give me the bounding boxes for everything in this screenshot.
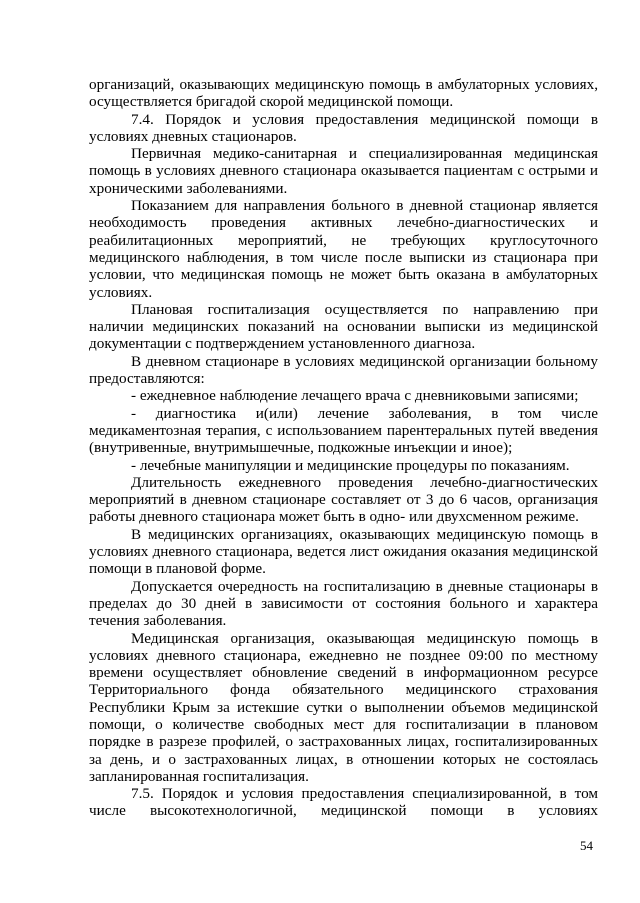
document-body xyxy=(89,76,598,820)
paragraph: Допускается очередность на госпитализацию в дневные стационары в пределах до 30 дней в зависимости от состояния больного и характера течения заболевания. xyxy=(89,577,598,630)
section-heading-7-4: 7.4. Порядок и условия предоставления медицинской помощи в условиях дневных стационаров. xyxy=(89,110,598,145)
paragraph: Показанием для направления больного в дневной стационар является необходимость проведения активных лечебно-диагностических и реабилитационных мероприятий, не требующих круглосуточного медицинского наблюдения, в том числе после выписки из стационара при условии, что медицинская помощь не может быть оказана в амбулаторных условиях. xyxy=(89,197,598,301)
paragraph: Длительность ежедневного проведения лечебно-диагностических мероприятий в дневном стационаре составляет от 3 до 6 часов, организация работы дневного стационара может быть в одно- или двухсменном режиме. xyxy=(89,473,598,526)
paragraph: Плановая госпитализация осуществляется по направлению при наличии медицинских показаний на основании выписки из медицинской документации с подтверждением установленного диагноза. xyxy=(89,300,598,353)
paragraph: В медицинских организациях, оказывающих медицинскую помощь в условиях дневного стационара, ведется лист ожидания оказания медицинской помощи в плановой форме. xyxy=(89,525,598,578)
list-item: - лечебные манипуляции и медицинские процедуры по показаниям. xyxy=(131,456,570,474)
page-number: 54 xyxy=(580,838,593,853)
list-item: - ежедневное наблюдение лечащего врача с дневниковыми записями; xyxy=(131,387,579,405)
paragraph: Медицинская организация, оказывающая медицинскую помощь в условиях дневного стационара, ежедневно не позднее 09:00 по местному времени осуществляет обновление сведений в информационном ресурсе Территориального фонда обязательного медицинского страхования Республики Крым за истекшие сутки о выполнении объемов медицинской помощи, о количестве свободных мест для госпитализации в плановом порядке в разрезе профилей, о застрахованных лицах, госпитализированных за день, и о застрахованных лицах, в отношении которых не состоялась запланированная госпитализация. xyxy=(89,629,598,785)
paragraph: В дневном стационаре в условиях медицинской организации больному предоставляются: xyxy=(89,352,598,388)
paragraph-continuation: организаций, оказывающих медицинскую помощь в амбулаторных условиях, осуществляется бригадой скорой медицинской помощи. xyxy=(89,76,598,111)
section-heading-7-5: 7.5. Порядок и условия предоставления специализированной, в том числе высокотехнологичной, медицинской помощи в условиях xyxy=(89,785,598,820)
paragraph: Первичная медико-санитарная и специализированная медицинская помощь в условиях дневного стационара оказывается пациентам с острыми и хроническими заболеваниями. xyxy=(89,145,598,197)
list-item: - диагностика и(или) лечение заболевания, в том числе медикаментозная терапия, с использованием парентеральных путей введения (внутривенные, внутримышечные, подкожные инъекции и иное); xyxy=(89,404,598,457)
